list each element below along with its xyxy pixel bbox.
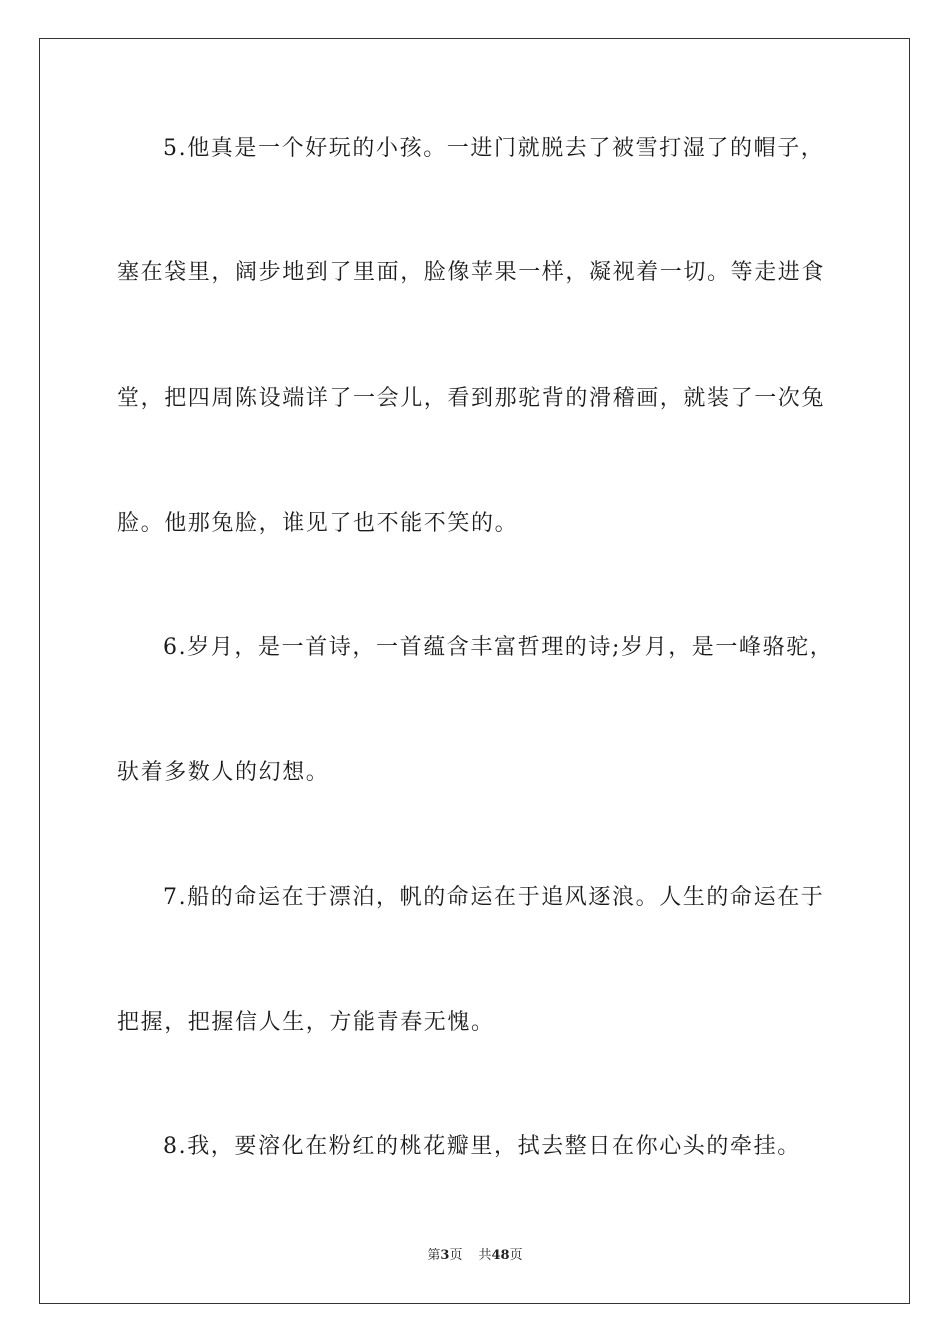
page-border <box>39 38 910 1304</box>
paragraph-6-line-2: 驮着多数人的幻想。 <box>117 760 330 785</box>
footer-page-suffix: 页 <box>449 1248 463 1263</box>
paragraph-7-line-1: 7.船的命运在于漂泊，帆的命运在于追风逐浪。人生的命运在于 <box>163 885 825 910</box>
footer-page-prefix: 第 <box>427 1248 441 1263</box>
paragraph-5-line-2: 塞在袋里，阔步地到了里面，脸像苹果一样，凝视着一切。等走进食 <box>117 260 826 285</box>
footer-total-suffix: 页 <box>509 1248 523 1263</box>
paragraph-5-line-4: 脸。他那兔脸，谁见了也不能不笑的。 <box>117 511 519 536</box>
paragraph-6-line-1: 6.岁月，是一首诗，一首蕴含丰富哲理的诗;岁月，是一峰骆驼， <box>163 635 834 660</box>
paragraph-5-line-3: 堂，把四周陈设端详了一会儿，看到那驼背的滑稽画，就装了一次兔 <box>117 386 826 411</box>
paragraph-8-line-1: 8.我，要溶化在粉红的桃花瓣里，拭去整日在你心头的牵挂。 <box>163 1134 801 1159</box>
paragraph-7-line-2: 把握，把握信人生，方能青春无愧。 <box>117 1010 495 1035</box>
footer-total-prefix: 共 <box>478 1248 492 1263</box>
footer-total-pages: 48 <box>491 1248 510 1263</box>
page-footer <box>0 1247 950 1265</box>
footer-page-number: 3 <box>440 1248 450 1263</box>
paragraph-5-line-1: 5.他真是一个好玩的小孩。一进门就脱去了被雪打湿了的帽子， <box>163 136 825 161</box>
